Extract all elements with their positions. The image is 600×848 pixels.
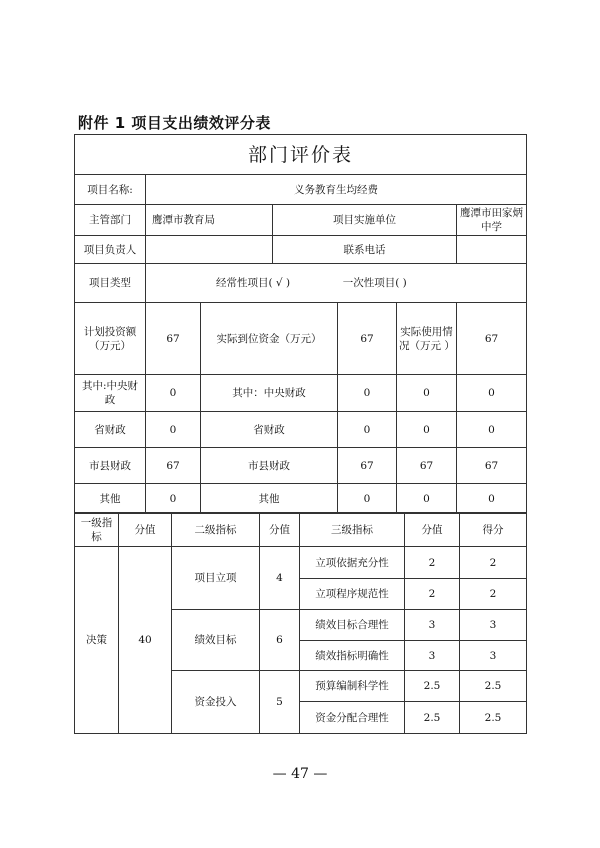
- level3-got: 2: [460, 579, 527, 610]
- level3-score: 3: [405, 610, 460, 641]
- dept-value: 鹰潭市教育局: [146, 205, 273, 236]
- funding-used: 0: [397, 375, 457, 412]
- level3-name: 立项程序规范性: [300, 579, 405, 610]
- funding-plan: 67: [146, 448, 201, 484]
- funding-mid: 其他: [201, 484, 338, 514]
- funding-actual: 67: [338, 448, 397, 484]
- funding-used: 67: [397, 448, 457, 484]
- level3-got: 3: [460, 641, 527, 671]
- table-row: [75, 547, 527, 579]
- level3-name: 绩效指标明确性: [300, 641, 405, 671]
- funding-plan: 0: [146, 375, 201, 412]
- level2-name: 项目立项: [172, 547, 260, 610]
- level3-got: 3: [460, 610, 527, 641]
- level2-name: 绩效目标: [172, 610, 260, 671]
- funding-mid: 其中：中央财政: [201, 375, 338, 412]
- department-evaluation-table: [74, 134, 527, 514]
- funding-used: 0: [397, 412, 457, 448]
- impl-label: 项目实施单位: [273, 205, 457, 236]
- level2-name: 资金投入: [172, 671, 260, 734]
- used-label: 实际使用情况（万元 ）: [397, 303, 457, 375]
- funding-label: 市县财政: [75, 448, 146, 484]
- impl-value: 鹰潭市田家炳中学: [457, 205, 527, 236]
- funding-total: 67: [457, 448, 527, 484]
- actual-label: 实际到位资金（万元）: [201, 303, 338, 375]
- funding-plan: 0: [146, 412, 201, 448]
- funding-actual: 0: [338, 484, 397, 514]
- level3-name: 预算编制科学性: [300, 671, 405, 702]
- level3-name: 立项依据充分性: [300, 547, 405, 579]
- level3-got: 2: [460, 547, 527, 579]
- header-level1: 一级指标: [75, 513, 119, 547]
- funding-total: 0: [457, 484, 527, 514]
- level2-score: 6: [260, 610, 300, 671]
- funding-mid: 市县财政: [201, 448, 338, 484]
- level2-score: 4: [260, 547, 300, 610]
- project-name-value: 义务教育生均经费: [146, 175, 527, 205]
- phone-value: [457, 236, 527, 264]
- funding-actual: 0: [338, 412, 397, 448]
- document-heading: 附件 1 项目支出绩效评分表: [78, 114, 271, 132]
- funding-label: 省财政: [75, 412, 146, 448]
- type-onetime: 一次性项目( ): [342, 277, 407, 289]
- level1-name: 决策: [75, 547, 119, 734]
- type-regular: 经常性项目( √ ): [216, 277, 291, 289]
- plan-value: 67: [146, 303, 201, 375]
- funding-total: 0: [457, 375, 527, 412]
- level2-score: 5: [260, 671, 300, 734]
- level3-score: 3: [405, 641, 460, 671]
- table-row: [75, 448, 527, 484]
- level3-score: 2: [405, 547, 460, 579]
- header-score2: 分值: [260, 513, 300, 547]
- funding-mid: 省财政: [201, 412, 338, 448]
- funding-total: 0: [457, 412, 527, 448]
- level3-score: 2: [405, 579, 460, 610]
- funding-used: 0: [397, 484, 457, 514]
- header-got: 得分: [460, 513, 527, 547]
- funding-actual: 0: [338, 375, 397, 412]
- header-level3: 三级指标: [300, 513, 405, 547]
- page-number: — 47 —: [272, 766, 328, 782]
- plan-label: 计划投资额（万元）: [75, 303, 146, 375]
- funding-plan: 0: [146, 484, 201, 514]
- dept-label: 主管部门: [75, 205, 146, 236]
- header-score1: 分值: [119, 513, 172, 547]
- level3-score: 2.5: [405, 671, 460, 702]
- table-row: [75, 484, 527, 514]
- level3-name: 绩效目标合理性: [300, 610, 405, 641]
- level3-got: 2.5: [460, 702, 527, 734]
- owner-label: 项目负责人: [75, 236, 146, 264]
- level3-got: 2.5: [460, 671, 527, 702]
- table-title: 部门评价表: [75, 135, 527, 175]
- score-table: [74, 512, 527, 734]
- score-header-row: [75, 513, 527, 547]
- level3-name: 资金分配合理性: [300, 702, 405, 734]
- phone-label: 联系电话: [273, 236, 457, 264]
- table-row: [75, 412, 527, 448]
- header-score3: 分值: [405, 513, 460, 547]
- actual-value: 67: [338, 303, 397, 375]
- funding-label: 其他: [75, 484, 146, 514]
- level3-score: 2.5: [405, 702, 460, 734]
- used-value: 67: [457, 303, 527, 375]
- type-value: [146, 264, 527, 303]
- owner-value: [146, 236, 273, 264]
- header-level2: 二级指标: [172, 513, 260, 547]
- type-label: 项目类型: [75, 264, 146, 303]
- level1-score: 40: [119, 547, 172, 734]
- funding-label: 其中:中央财政: [75, 375, 146, 412]
- project-name-label: 项目名称:: [75, 175, 146, 205]
- table-row: [75, 375, 527, 412]
